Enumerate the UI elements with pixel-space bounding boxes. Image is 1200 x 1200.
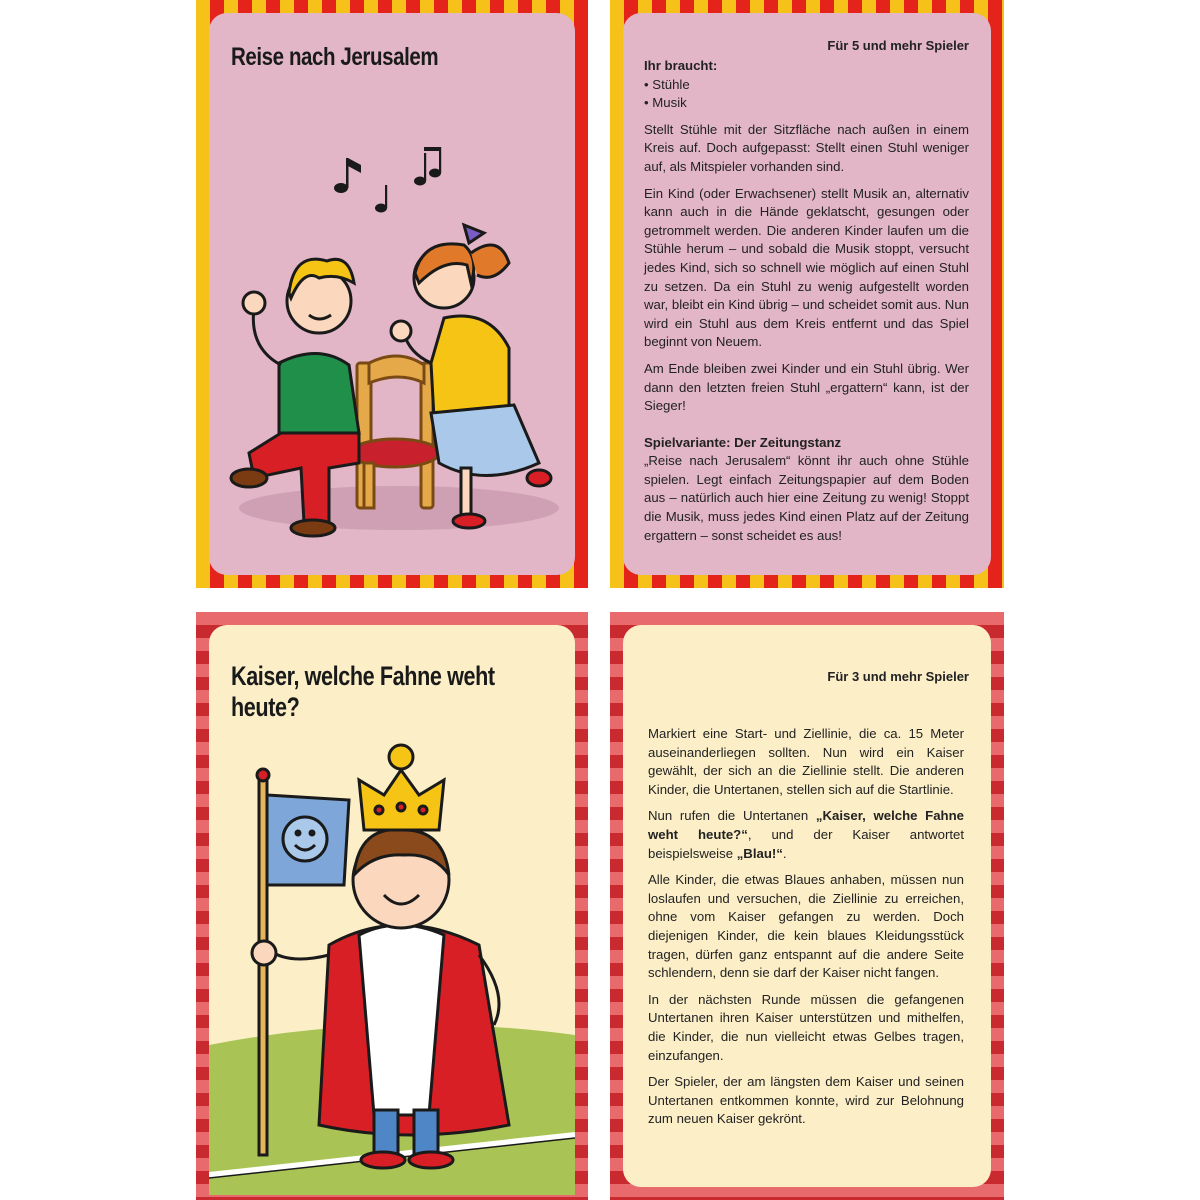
paragraph: Markiert eine Start- und Ziellinie, die ca. 15 Meter auseinanderliegen sollten. Nun wird ein Kaiser gewählt, der sich an die Ziellinie stellt. Die anderen Kinder, die Untertanen, stellen sich auf die Startlinie. (648, 726, 964, 797)
card-face (623, 625, 991, 1187)
paragraph (648, 807, 964, 863)
paragraph: Stellt Stühle mit der Sitzfläche nach außen in einem Kreis auf. Doch aufgepasst: Stellt einen Stuhl weniger auf, als Mitspieler vorhanden sind. (644, 121, 969, 174)
chair-icon (351, 356, 439, 508)
paragraph: Der Spieler, der am längsten dem Kaiser und seinen Untertanen entkommen konnte, wird zur Belohnung zum neuen Kaiser gekrönt. (648, 1074, 964, 1127)
material-item: • Musik (644, 94, 969, 113)
needs-heading: Ihr braucht: (644, 58, 718, 73)
card-title: Reise nach Jerusalem (231, 43, 439, 71)
children-dancing-illustration (209, 133, 575, 553)
call-phrase: „Kaiser, welche Fahne weht heute?“ (648, 808, 964, 842)
player-count: Für 3 und mehr Spieler (827, 669, 969, 684)
materials-list (644, 76, 969, 113)
paragraph: In der nächsten Runde müssen die gefangenen Untertanen ihren Kaiser unterstützen und mithelfen, die Kinder, die nun vielleicht etwas Gelbes tragen, einzufangen. (648, 991, 964, 1063)
variant-heading: Spielvariante: Der Zeitungstanz (644, 434, 842, 450)
card-face (209, 625, 575, 1187)
card-kaiser-front (196, 612, 588, 1200)
card-kaiser-back (610, 612, 1004, 1200)
paragraph: Am Ende bleiben zwei Kinder und ein Stuhl übrig. Wer dann den letzten freien Stuhl „ergattern“ kann, ist der Sieger! (644, 360, 969, 414)
card-instructions (644, 57, 969, 553)
material-item: • Stühle (644, 76, 969, 95)
card-title: Kaiser, welche Fahne weht heute? (231, 661, 495, 722)
card-instructions (648, 725, 964, 1137)
crown-icon (359, 745, 444, 830)
answer-phrase: „Blau!“ (736, 845, 783, 861)
text-span: , und der Kaiser antwortet beispielsweise (648, 826, 964, 861)
paragraph: Ein Kind (oder Erwachsener) stellt Musik an, alternativ kann auch in die Hände geklatscht, gesungen oder getrommelt werden. Die anderen Kinder laufen um die Stühle herum – und sobald die Musik stoppt, versucht jedes Kind, sich so schnell wie möglich auf einen Stuhl zu setzen. Da ein Stuhl zu wenig aufgestellt worden war, bleibt ein Kind übrig – und scheidet somit aus. Nun wird ein Stuhl aus dem Kreis entfernt und das Spiel beginnt von Neuem. (644, 185, 969, 350)
card-reise-back (610, 0, 1004, 588)
paragraph: „Reise nach Jerusalem“ könnt ihr auch ohne Stühle spielen. Legt einfach Zeitungspapier auf dem Boden aus – natürlich auch hier eine Zeitung zu wenig! Stoppt die Musik, muss jedes Kind einen Platz auf der Zeitung ergattern – sonst scheidet es aus! (644, 453, 969, 543)
emperor-illustration (209, 735, 575, 1195)
paragraph: Alle Kinder, die etwas Blaues anhaben, müssen nun loslaufen und versuchen, die Ziellinie zu erreichen, ohne vom Kaiser gefangen zu werden. Doch diejenigen Kinder, die kein blaues Kleidungsstück tragen, dürfen ganz entspannt auf die andere Seite schlendern, denn sie darf der Kaiser nicht fangen. (648, 872, 964, 981)
text-span: . (782, 845, 787, 861)
card-reise-front (196, 0, 588, 588)
card-face (623, 13, 991, 575)
text-span: Nun rufen die Untertanen (648, 808, 816, 824)
player-count: Für 5 und mehr Spieler (827, 38, 969, 53)
music-notes-icon (334, 147, 441, 213)
card-face (209, 13, 575, 575)
